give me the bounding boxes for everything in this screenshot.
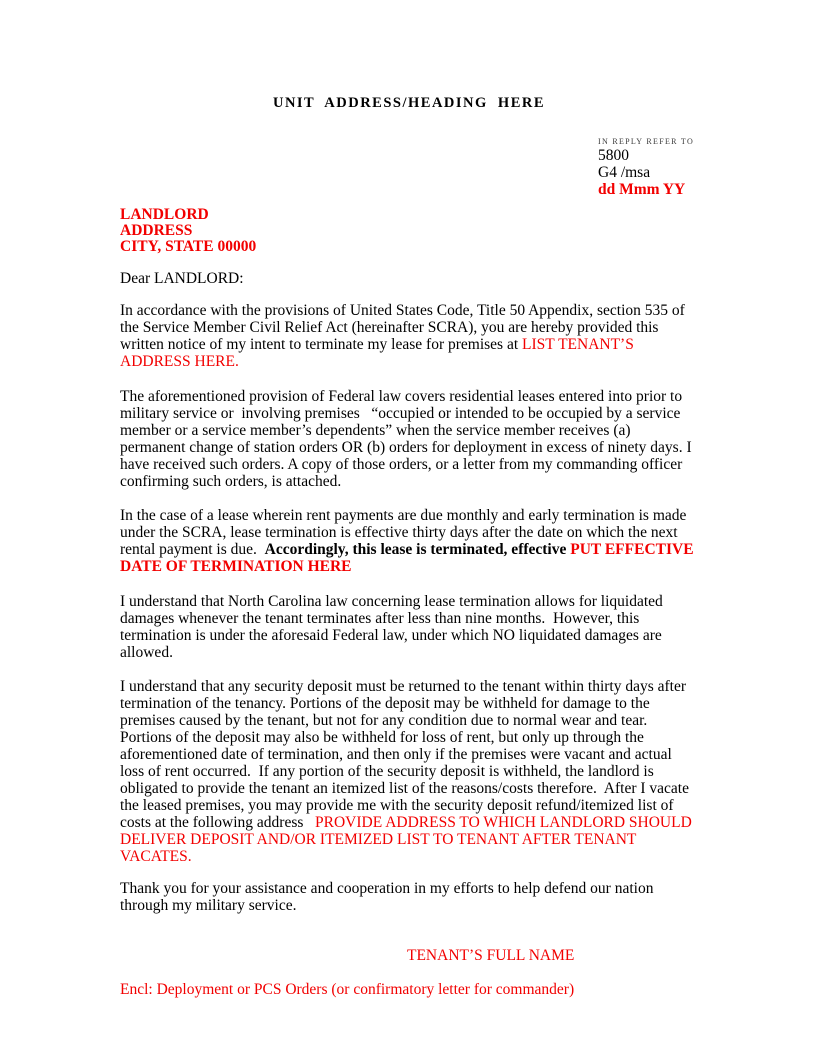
- in-reply-refer-to-label: IN REPLY REFER TO: [598, 137, 695, 146]
- recipient-city-state-zip-placeholder: CITY, STATE 00000: [120, 238, 257, 255]
- paragraph-termination-effective-date: [120, 507, 698, 575]
- paragraph-security-deposit: [120, 678, 698, 865]
- paragraph-scra-notice: [120, 302, 698, 370]
- paragraph-federal-law-coverage: [120, 388, 698, 490]
- date-placeholder: dd Mmm YY: [598, 181, 686, 198]
- text-run: I understand that North Carolina law concerning lease termination allows for liquidated damages whenever the tenant terminates after less than nine months. However, this termination is under the aforesaid Federal law, under which NO liquidated damages are allowed.: [120, 593, 667, 661]
- letter-body: [120, 96, 698, 998]
- text-run: Thank you for your assistance and cooperation in my efforts to help defend our nation through my military service.: [120, 880, 658, 914]
- text-run: The aforementioned provision of Federal law covers residential leases entered into prior to military service or involving premises “occupied or intended to be occupied by a service member or a service member’s dependents” when the service member receives (a) permanent change of station orders OR (b) orders for deployment in excess of ninety days. I have received such orders. A copy of those orders, or a letter from my commanding officer confirming such orders, is attached.: [120, 388, 696, 490]
- recipient-street-placeholder: ADDRESS: [120, 222, 193, 239]
- unit-address-heading: UNIT ADDRESS/HEADING HERE: [272, 95, 546, 111]
- reply-reference-block: [598, 137, 698, 198]
- recipient-name-placeholder: LANDLORD: [120, 206, 209, 223]
- text-run: In the case of a lease wherein rent payments are due monthly and early termination is made under the SCRA, lease termination is effective thirty days after the date on which the next rental payment is due.: [120, 507, 691, 558]
- reply-office-symbol-line: G4 /msa: [598, 164, 651, 181]
- text-run: LIST TENANT’S ADDRESS HERE.: [120, 336, 637, 370]
- paragraph-liquidated-damages: [120, 593, 698, 661]
- text-run: Accordingly, this lease is terminated, effective: [264, 541, 571, 558]
- enclosure-line: Encl: Deployment or PCS Orders (or confirmatory letter for commander): [120, 981, 575, 998]
- text-run: In accordance with the provisions of United States Code, Title 50 Appendix, section 535 of the Service Member Civil Relief Act (hereinafter SCRA), you are hereby provided this written notice of my intent to terminate my lease for premises at: [120, 302, 689, 353]
- signature-name-placeholder: TENANT’S FULL NAME: [407, 947, 575, 964]
- paragraph-thank-you: [120, 880, 698, 914]
- salutation: Dear LANDLORD:: [120, 270, 244, 287]
- recipient-address-block: [120, 207, 698, 255]
- text-run: PUT EFFECTIVE DATE OF TERMINATION HERE: [120, 541, 698, 575]
- text-run: I understand that any security deposit must be returned to the tenant within thirty days after termination of the tenancy. Portions of the deposit may be withheld for damage to the premises caused by the tenant, but not for any condition due to normal wear and tear. Portions of the deposit may also be withheld for loss of rent, but only up through the aforementioned date of termination, and then only if the premises were vacant and actual loss of rent occurred. If any portion of the security deposit is withheld, the landlord is obligated to provide the tenant an itemized list of the reasons/costs therefore. After I vacate the leased premises, you may provide me with the security deposit refund/itemized list of costs at the following address: [120, 678, 693, 831]
- text-run: PROVIDE ADDRESS TO WHICH LANDLORD SHOULD DELIVER DEPOSIT AND/OR ITEMIZED LIST TO TENANT AFTER TENANT VACATES.: [120, 814, 696, 865]
- reply-code-line: 5800: [598, 147, 629, 164]
